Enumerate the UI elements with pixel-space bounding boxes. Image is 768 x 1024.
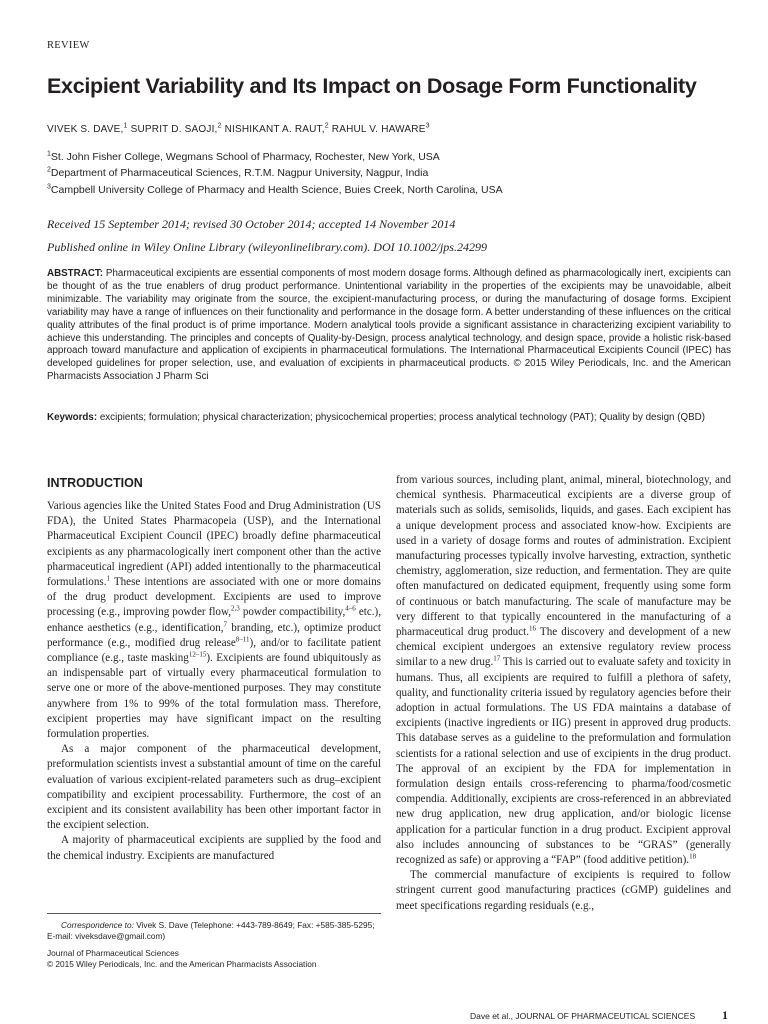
introduction-heading: INTRODUCTION <box>47 476 143 490</box>
affiliation <box>47 165 503 181</box>
body-text: As a major component of the pharmaceutical development, preformulation scientists invest a substantial amount of time on the careful evaluation of various excipient-related parameters such as drug–excipient compatibility and excipient processability. Furthermore, the cost of an excipient and its consistent availability has been other important factor in the excipient selection. <box>47 743 381 832</box>
affiliation-mark: 3 <box>47 183 51 191</box>
affiliation-mark: 1 <box>47 150 51 158</box>
citation-ref: 17 <box>493 654 501 663</box>
abstract-label: ABSTRACT: <box>47 268 104 279</box>
author-affiliation-mark: 2 <box>217 122 222 130</box>
citation-ref: 1 <box>106 574 110 583</box>
author-name: VIVEK S. DAVE, <box>47 124 124 135</box>
journal-name: Journal of Pharmaceutical Sciences <box>47 948 179 958</box>
published-online: Published online in Wiley Online Library (wileyonlinelibrary.com). DOI 10.1002/jps.24299 <box>47 240 487 254</box>
body-paragraph <box>396 473 731 868</box>
footnote-rule <box>47 913 381 914</box>
affiliation <box>47 149 503 165</box>
author <box>332 124 430 135</box>
citation-ref: 4–6 <box>345 604 356 613</box>
footnotes <box>47 920 381 970</box>
body-column-left <box>47 499 381 891</box>
copyright-line: © 2015 Wiley Periodicals, Inc. and the American Pharmacists Association <box>47 959 317 969</box>
abstract <box>47 268 731 384</box>
affiliations <box>47 149 503 198</box>
citation-ref: 2,3 <box>231 604 240 613</box>
author-name: RAHUL V. HAWARE <box>331 124 426 135</box>
body-text: Various agencies like the United States Food and Drug Administration (US FDA), the United States Pharmacopeia (USP), and the International Pharmaceutical Excipient Council (IPEC) broadly define pharmaceutical excipients as any pharmacologically inert component other than the active pharmaceutical ingredient (API) added intentionally to the pharmaceutical formulations. <box>47 500 381 589</box>
citation-ref: 12–15 <box>188 650 207 659</box>
keywords <box>47 412 731 425</box>
article-dates <box>47 213 487 259</box>
abstract-text: Pharmaceutical excipients are essential components of most modern dosage forms. Although defined as pharmacologically inert, excipients can be thought of as the true enablers of drug product performance. Unintentional variability in the properties of the excipients may be unavoidable, albeit minimizable. The variability may originate from the source, the excipient-manufacturing process, or during the manufacturing of dosage forms. Excipient variability may have a range of influences on their functionality and performance in the dosage form. A better understanding of these influences on the critical quality attributes of the final product is of prime importance. Modern analytical tools provide a significant assistance in characterizing excipient variability to achieve this understanding. The principles and concepts of Quality-by-Design, process analytical technology, and design space, provide a holistic risk-based approach toward manufacture and application of excipients in pharmaceutical formulations. The International Pharmaceutical Excipients Council (IPEC) has developed guidelines for proper selection, use, and evaluation of excipients in pharmaceutical products. © 2015 Wiley Periodicals, Inc. and the American Pharmacists Association J Pharm Sci <box>47 268 731 383</box>
keywords-label: Keywords: <box>47 412 98 423</box>
received-dates: Received 15 September 2014; revised 30 October 2014; accepted 14 November 2014 <box>47 217 456 231</box>
affiliation-text: Campbell University College of Pharmacy and Health Science, Buies Creek, North Carolina, USA <box>50 183 503 196</box>
page-number: 1 <box>722 1008 728 1022</box>
body-paragraph <box>47 742 381 833</box>
body-text: from various sources, including plant, animal, mineral, biotechnology, and chemical synthesis. Pharmaceutical excipients are a diverse group of materials such as solids, semisolids, liquids, and gases. Each excipient has a unique development process and associated know-how. Excipients are used in a variety of dosage forms and routes of administration. Excipient manufacturing processes typically involve harvesting, extraction, synthetic chemistry, agglomeration, size reduction, and fermentation. They are quite often manufactured on dedicated equipment, frequently using some form of continuous or batch manufacturing. The scale of manufacture may be very different to that typically encountered in the manufacturing of a pharmaceutical drug product. <box>396 474 731 639</box>
author <box>225 124 329 135</box>
body-paragraph <box>47 833 381 863</box>
body-text: The commercial manufacture of excipients is required to follow stringent current good manufacturing practices (cGMP) guidelines and meet specifications regarding residuals (e.g., <box>396 869 731 912</box>
body-paragraph <box>396 868 731 914</box>
author <box>47 124 128 135</box>
citation-ref: 7 <box>223 619 228 628</box>
author-list <box>47 124 430 135</box>
affiliation-text: Department of Pharmaceutical Sciences, R.T.M. Nagpur University, Nagpur, India <box>50 167 429 180</box>
running-foot: Dave et al., JOURNAL OF PHARMACEUTICAL SCIENCES <box>470 1011 696 1021</box>
correspondence-note <box>47 920 381 942</box>
body-text: powder compactibility, <box>239 606 346 619</box>
author-name: NISHIKANT A. RAUT, <box>224 124 325 135</box>
citation-ref: 8–11 <box>235 635 250 644</box>
body-column-right <box>396 473 731 995</box>
citation-ref: 16 <box>529 624 536 633</box>
author-affiliation-mark: 1 <box>123 122 128 130</box>
body-text: branding, etc.), optimize product performance (e.g., modified drug release <box>47 621 381 649</box>
author-affiliation-mark: 2 <box>324 122 329 130</box>
body-paragraph <box>47 499 381 742</box>
body-text: The discovery and development of a new chemical excipient undergoes an extensive regulatory review process similar to a new drug. <box>396 626 731 669</box>
body-text: This is carried out to evaluate safety and toxicity in humans. Thus, all excipients are required to fulfill a plethora of safety, quality, and functionality criteria issued by regulatory agencies before their adoption in actual formulations. The US FDA maintains a database of excipients (inactive ingredients or IIG) present in approved drug products. This database serves as a guideline to the preformulation and formulation scientists for a rational selection and use of excipients in the drug product. The approval of an excipient by the FDA for implementation in formulation design entails cross-referencing to pharma/food/cosmetic compendia. Additionally, excipients are cross-referenced in an abbreviated new drug application, new drug application, and/or biologic license application for a particular function in a drug product. Excipient approval also includes announcing of substances to be “GRAS” (generally recognized as safe) or approving a “FAP” (food additive petition). <box>396 656 731 867</box>
author <box>131 124 222 135</box>
affiliation-text: St. John Fisher College, Wegmans School of Pharmacy, Rochester, New York, USA <box>50 151 440 163</box>
keywords-text: excipients; formulation; physical characterization; physicochemical properties; process analytical technology (PAT); Quality by design (QBD) <box>99 412 705 423</box>
author-name: SUPRIT D. SAOJI, <box>130 124 218 135</box>
body-text: A majority of pharmaceutical excipients are supplied by the food and the chemical industry. Excipients are manufactured <box>47 834 381 862</box>
affiliation <box>47 182 503 198</box>
body-text: These intentions are associated with one or more domains of the drug product development. Excipients are used to improve processing (e.g., improving powder flow, <box>47 576 381 619</box>
correspondence-label: Correspondence to: <box>61 920 134 930</box>
article-title: Excipient Variability and Its Impact on Dosage Form Functionality <box>47 74 697 98</box>
affiliation-mark: 2 <box>47 166 51 174</box>
section-tag: REVIEW <box>47 40 90 51</box>
body-text: etc.), enhance aesthetics (e.g., identification, <box>47 606 381 634</box>
body-text: ). Excipients are found ubiquitously as an indispensable part of virtually every pharmaceutical formulation to serve one or more of the above-mentioned purposes. They may constitute anywhere from 1% to 99% of the total formulation mass. Therefore, excipient properties may have significant impact on the resulting formulation properties. <box>47 652 381 741</box>
author-affiliation-mark: 3 <box>425 122 430 130</box>
correspondence-text: Vivek S. Dave (Telephone: +443-789-8649; Fax: +585-385-5295; E-mail: viveksdave@gmail.com) <box>47 920 375 941</box>
body-text: ), and/or to facilitate patient compliance (e.g., taste masking <box>47 636 381 665</box>
citation-ref: 18 <box>689 852 697 861</box>
